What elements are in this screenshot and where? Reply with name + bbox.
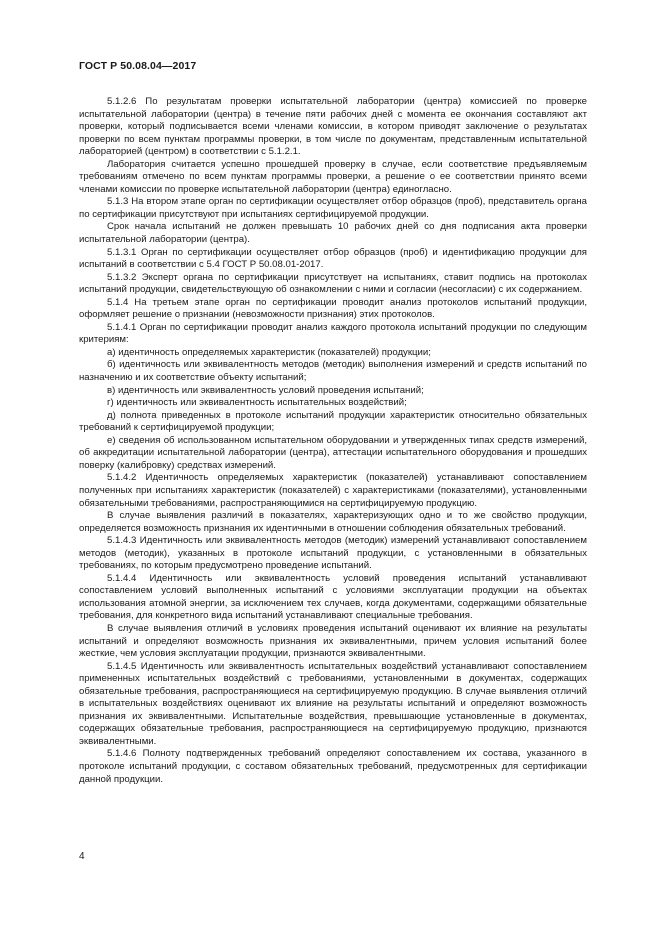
paragraph-5-1-4-4: 5.1.4.4 Идентичность или эквивалентность условий проведения испытаний устанавливают сопоставлением условий выполненных испытаний с условиями эксплуатации продукции на объектах использования атомной энергии, за исключением тех случаев, когда документами, содержащими обязательные требования, для конкретного вида испытаний устанавливают специальные требования. [79, 572, 587, 622]
document-header: ГОСТ Р 50.08.04—2017 [79, 60, 197, 72]
paragraph-5-1-4-6: 5.1.4.6 Полноту подтвержденных требований определяют сопоставлением их состава, указанного в протоколе испытаний продукции, с составом обязательных требований, предусмотренных для сертификации данной продукции. [79, 748, 587, 785]
list-item-e: е) сведения об использованном испытательном оборудовании и утвержденных типах средств измерений, об аккредитации испытательной лаборатории (центра), аттестации испытательного оборудования и прошедших поверку (калибровку) средствах измерений. [79, 434, 587, 471]
paragraph-5-1-4-1: 5.1.4.1 Орган по сертификации проводит анализ каждого протокола испытаний продукции по следующим критериям: [79, 321, 587, 346]
paragraph-5-1-4: 5.1.4 На третьем этапе орган по сертификации проводит анализ протоколов испытаний продукции, оформляет решение о признании (невозможности признания) этих протоколов. [79, 296, 587, 321]
paragraph-5-1-3-1: 5.1.3.1 Орган по сертификации осуществляет отбор образцов (проб) и идентификацию продукции для испытаний в соответствии с 5.4 ГОСТ Р 50.08.01-2017. [79, 246, 587, 271]
paragraph-5-1-4-2: 5.1.4.2 Идентичность определяемых характеристик (показателей) устанавливают сопоставлением полученных при испытаниях характеристик (показателей) с характеристиками (показателями), установленными обязательными требованиями, распространяющимися на сертифицируемую продукцию. [79, 472, 587, 509]
list-item-d: д) полнота приведенных в протоколе испытаний продукции характеристик относительно обязательных требований к сертифицируемой продукции; [79, 409, 587, 434]
page-number: 4 [79, 851, 85, 862]
list-item-a: а) идентичность определяемых характеристик (показателей) продукции; [107, 346, 431, 358]
paragraph: Лаборатория считается успешно прошедшей проверку в случае, если соответствие предъявляемым требованиям отмечено по всем пунктам программы проверки, а решение о ее соответствии принято всеми членами комиссии по проверке испытательной лаборатории (центра) единогласно. [79, 158, 587, 195]
paragraph: В случае выявления отличий в условиях проведения испытаний оценивают их влияние на результаты испытаний и определяют возможность признания их эквивалентными, причем условия испытаний более жесткие, чем условия эксплуатации продукции, признаются эквивалентными. [79, 622, 587, 660]
list-item-b: б) идентичность или эквивалентность методов (методик) выполнения измерений и средств испытаний по назначению и их соответствие объекту испытаний; [79, 359, 587, 384]
paragraph: Срок начала испытаний не должен превышать 10 рабочих дней со дня подписания акта проверки испытательной лаборатории (центра). [79, 221, 587, 246]
document-body [79, 96, 587, 786]
paragraph-5-1-4-5: 5.1.4.5 Идентичность или эквивалентность испытательных воздействий устанавливают сопоставлением примененных испытательных воздействий с требованиями, установленными в документах, содержащих обязательные требования, распространяющиеся на сертифицируемую продукцию. В случае выявления отличий в испытательных воздействиях оценивают их влияние на результаты испытаний и определяют возможность признания их эквивалентными. Испытательные воздействия, превышающие установленные в документах, содержащих обязательные требования, распространяющиеся на сертифицируемую продукцию, признаются эквивалентными. [79, 660, 587, 747]
paragraph-5-1-3: 5.1.3 На втором этапе орган по сертификации осуществляет отбор образцов (проб), представитель органа по сертификации присутствуют при испытаниях сертифицируемой продукции. [79, 196, 587, 220]
paragraph-5-1-4-3: 5.1.4.3 Идентичность или эквивалентность методов (методик) измерений устанавливают сопоставлением методов (методик), указанных в протоколе испытаний продукции, с установленными в обязательных требованиях, по которым предусмотрено проведение испытаний. [79, 535, 587, 572]
list-item-v: в) идентичность или эквивалентность условий проведения испытаний; [107, 384, 424, 396]
paragraph: В случае выявления различий в показателях, характеризующих одно и то же свойство продукции, определяется возможность признания их идентичными в отношении соблюдения обязательных требований. [79, 510, 587, 534]
list-item-g: г) идентичность или эквивалентность испытательных воздействий; [107, 397, 407, 409]
paragraph-5-1-3-2: 5.1.3.2 Эксперт органа по сертификации присутствует на испытаниях, ставит подпись на протоколах испытаний продукции, свидетельствующую об ознакомлении с ними и согласии (несогласии) с их содержанием. [79, 271, 587, 296]
paragraph-5-1-2-6: 5.1.2.6 По результатам проверки испытательной лаборатории (центра) комиссией по проверке испытательной лаборатории (центра) в течение пяти рабочих дней с момента ее окончания составляют акт проверки, который подписывается всеми членами комиссии, в котором приводят заключение о результатах проверки по всем пунктам программы проверки, в том числе по документам, представленным испытательной лабораторией (центром) в соответствии с 5.1.2.1. [79, 96, 587, 158]
